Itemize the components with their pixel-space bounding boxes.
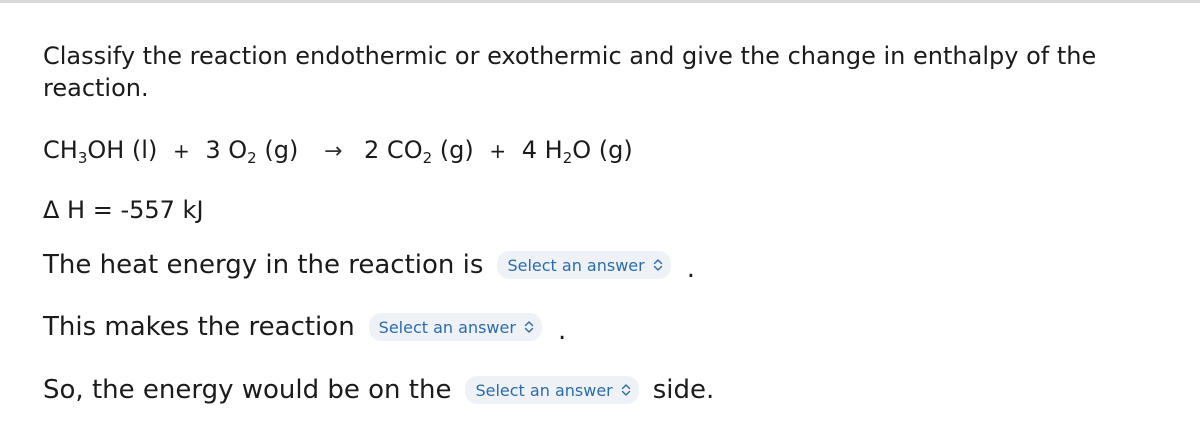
top-divider: [0, 0, 1200, 3]
chevron-up-down-icon: [653, 257, 663, 273]
chemical-equation: [43, 134, 633, 168]
question-panel: [43, 40, 1163, 405]
reaction-type-prompt: This makes the reaction: [43, 312, 355, 342]
side-word: side.: [652, 375, 715, 405]
reaction-type-row: [43, 312, 567, 346]
reaction-type-select[interactable]: [369, 313, 542, 341]
heat-energy-prompt: The heat energy in the reaction is: [43, 250, 484, 280]
enthalpy-value: Δ H = -557 kJ: [43, 196, 204, 224]
heat-energy-row: [43, 250, 695, 284]
energy-side-prompt: So, the energy would be on the: [43, 375, 452, 405]
energy-side-select-value: Select an answer: [475, 380, 613, 400]
product-carbon-dioxide: 2 $CO_2$ (g): [364, 136, 474, 167]
energy-side-select[interactable]: [465, 376, 638, 404]
chevron-up-down-icon: [524, 319, 534, 335]
period: .: [557, 316, 567, 346]
question-text: Classify the reaction endothermic or exothermic and give the change in enthalpy of the reaction.: [43, 42, 1097, 102]
reaction-arrow: →: [323, 139, 343, 164]
plus-sign: +: [489, 139, 507, 163]
product-water: 4 $H_2O$ (g): [521, 136, 633, 167]
reactant-oxygen: 3 $O_2$ (g): [205, 136, 299, 167]
reaction-type-select-value: Select an answer: [378, 317, 516, 337]
period: .: [686, 254, 695, 284]
reactant-methanol: $CH_3OH$ (l): [43, 136, 158, 167]
energy-side-row: [43, 375, 714, 405]
plus-sign: +: [172, 139, 190, 163]
heat-energy-select-value: Select an answer: [507, 255, 645, 275]
chevron-up-down-icon: [621, 382, 631, 398]
heat-energy-select[interactable]: [497, 251, 670, 279]
